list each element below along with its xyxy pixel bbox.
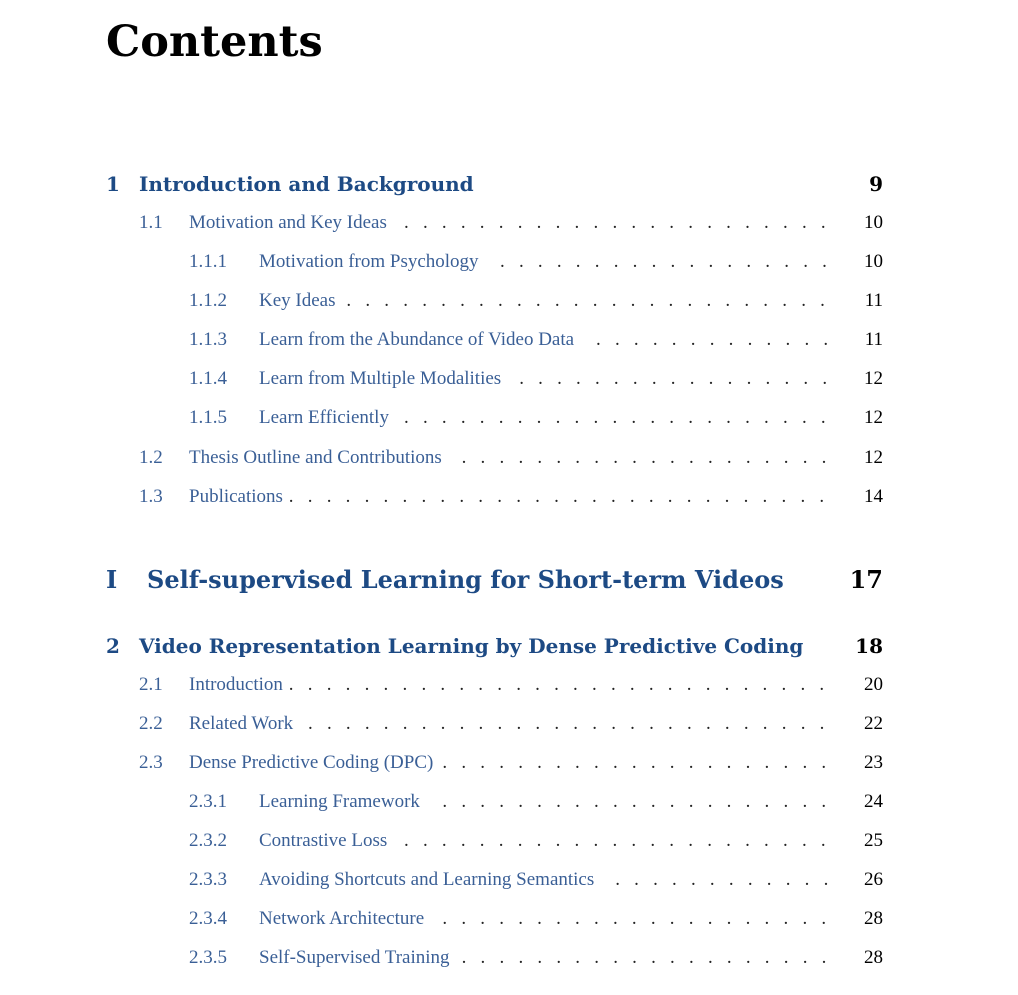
toc-entry-title[interactable]: Learning Framework <box>259 791 420 812</box>
dot-leader: .......................... <box>346 290 840 311</box>
dot-leader: ....................... <box>404 407 840 428</box>
toc-entry-number[interactable]: 1.1.5 <box>189 407 227 428</box>
toc-entry-number[interactable]: 1.1.2 <box>189 290 227 311</box>
toc-entry[interactable] <box>0 787 1018 817</box>
toc-entry-page-number[interactable]: 12 <box>864 407 883 428</box>
toc-entry-number[interactable]: 1.1 <box>139 212 163 233</box>
dot-leader: ............ <box>615 869 843 890</box>
toc-entry-page-number[interactable]: 18 <box>855 634 883 658</box>
toc-part-entry[interactable] <box>0 565 1018 595</box>
toc-entry-title[interactable]: Publications <box>189 486 283 507</box>
toc-entry-number[interactable]: 1.3 <box>139 486 163 507</box>
toc-entry-title[interactable]: Avoiding Shortcuts and Learning Semantics <box>259 869 595 890</box>
toc-entry-page-number[interactable]: 26 <box>864 869 883 890</box>
toc-entry-title[interactable]: Network Architecture <box>259 908 425 929</box>
toc-entry[interactable] <box>0 826 1018 856</box>
dot-leader: ............. <box>596 329 843 350</box>
toc-entry-page-number[interactable]: 10 <box>864 251 883 272</box>
dot-leader: ............................ <box>308 713 839 734</box>
toc-entry-title[interactable]: Related Work <box>189 713 294 734</box>
toc-entry-page-number[interactable]: 14 <box>864 486 883 507</box>
dot-leader: ....................... <box>404 830 840 851</box>
dot-leader: .................. <box>500 251 842 272</box>
toc-entry-title[interactable]: Motivation and Key Ideas <box>189 212 387 233</box>
toc-entry-page-number[interactable]: 9 <box>869 172 883 196</box>
toc-entry[interactable] <box>0 247 1018 277</box>
toc-entry-title[interactable]: Contrastive Loss <box>259 830 388 851</box>
toc-entry-page-number[interactable]: 12 <box>864 447 883 468</box>
toc-entry-page-number[interactable]: 11 <box>864 290 883 311</box>
toc-entry-title[interactable]: Motivation from Psychology <box>259 251 479 272</box>
toc-entry-number[interactable]: 2.3.5 <box>189 947 227 968</box>
toc-entry[interactable] <box>0 482 1018 512</box>
toc-entry-number[interactable]: 1.2 <box>139 447 163 468</box>
toc-entry[interactable] <box>0 364 1018 394</box>
dot-leader: ..................... <box>442 791 841 812</box>
toc-entry[interactable] <box>0 943 1018 973</box>
toc-entry-page-number[interactable]: 11 <box>864 329 883 350</box>
toc-entry-number[interactable]: 2.3 <box>139 752 163 773</box>
dot-leader: ..................... <box>442 908 841 929</box>
toc-entry[interactable] <box>0 286 1018 316</box>
toc-entry-page-number[interactable]: 24 <box>864 791 883 812</box>
toc-entry-page-number[interactable]: 10 <box>864 212 883 233</box>
toc-entry[interactable] <box>0 748 1018 778</box>
toc-entry[interactable] <box>0 169 1018 199</box>
toc-entry-title[interactable]: Learn from Multiple Modalities <box>259 368 502 389</box>
toc-entry[interactable] <box>0 403 1018 433</box>
toc-entry[interactable] <box>0 865 1018 895</box>
toc-entry-title[interactable]: Introduction and Background <box>139 172 474 196</box>
toc-entry-title[interactable]: Self-Supervised Training <box>259 947 450 968</box>
dot-leader: ....................... <box>404 212 840 233</box>
toc-entry-page-number[interactable]: 28 <box>864 947 883 968</box>
toc-entry-number[interactable]: 2.3.2 <box>189 830 227 851</box>
toc-entry-number[interactable]: 1.1.3 <box>189 329 227 350</box>
dot-leader: ............................. <box>288 674 839 695</box>
toc-entry-number[interactable]: 1.1.1 <box>189 251 227 272</box>
toc-entry-number[interactable]: 2.1 <box>139 674 163 695</box>
dot-leader: ..................... <box>442 752 841 773</box>
toc-entry-number[interactable]: 2.3.1 <box>189 791 227 812</box>
toc-entry-title[interactable]: Key Ideas <box>259 290 336 311</box>
toc-entry-title[interactable]: Thesis Outline and Contributions <box>189 447 442 468</box>
page-title: Contents <box>106 17 323 67</box>
toc-entry-title[interactable]: Self-supervised Learning for Short-term Videos <box>147 565 784 594</box>
toc-entry-number[interactable]: 2 <box>106 634 120 658</box>
toc-entry-number[interactable]: 2.3.3 <box>189 869 227 890</box>
toc-entry-number[interactable]: 2.2 <box>139 713 163 734</box>
toc-entry-title[interactable]: Video Representation Learning by Dense Predictive Coding <box>139 634 804 658</box>
toc-entry-page-number[interactable]: 12 <box>864 368 883 389</box>
toc-entry-page-number[interactable]: 28 <box>864 908 883 929</box>
toc-entry[interactable] <box>0 208 1018 238</box>
toc-entry[interactable] <box>0 631 1018 661</box>
dot-leader: ............................. <box>288 486 839 507</box>
toc-entry[interactable] <box>0 904 1018 934</box>
dot-leader: ................. <box>519 368 842 389</box>
toc-entry-page-number[interactable]: 17 <box>849 565 883 594</box>
toc-entry[interactable] <box>0 709 1018 739</box>
toc-entry-title[interactable]: Learn Efficiently <box>259 407 389 428</box>
toc-entry-number[interactable]: I <box>106 565 118 594</box>
toc-entry-title[interactable]: Dense Predictive Coding (DPC) <box>189 752 434 773</box>
toc-entry-number[interactable]: 1 <box>106 172 120 196</box>
toc-entry-page-number[interactable]: 22 <box>864 713 883 734</box>
toc-entry[interactable] <box>0 670 1018 700</box>
dot-leader: .................... <box>461 947 841 968</box>
toc-entry-title[interactable]: Introduction <box>189 674 283 695</box>
toc-entry-title[interactable]: Learn from the Abundance of Video Data <box>259 329 575 350</box>
toc-entry-page-number[interactable]: 23 <box>864 752 883 773</box>
dot-leader: .................... <box>461 447 841 468</box>
toc-entry[interactable] <box>0 443 1018 473</box>
toc-entry-number[interactable]: 2.3.4 <box>189 908 227 929</box>
toc-entry-number[interactable]: 1.1.4 <box>189 368 227 389</box>
toc-entry-page-number[interactable]: 20 <box>864 674 883 695</box>
toc-entry-page-number[interactable]: 25 <box>864 830 883 851</box>
toc-entry[interactable] <box>0 325 1018 355</box>
